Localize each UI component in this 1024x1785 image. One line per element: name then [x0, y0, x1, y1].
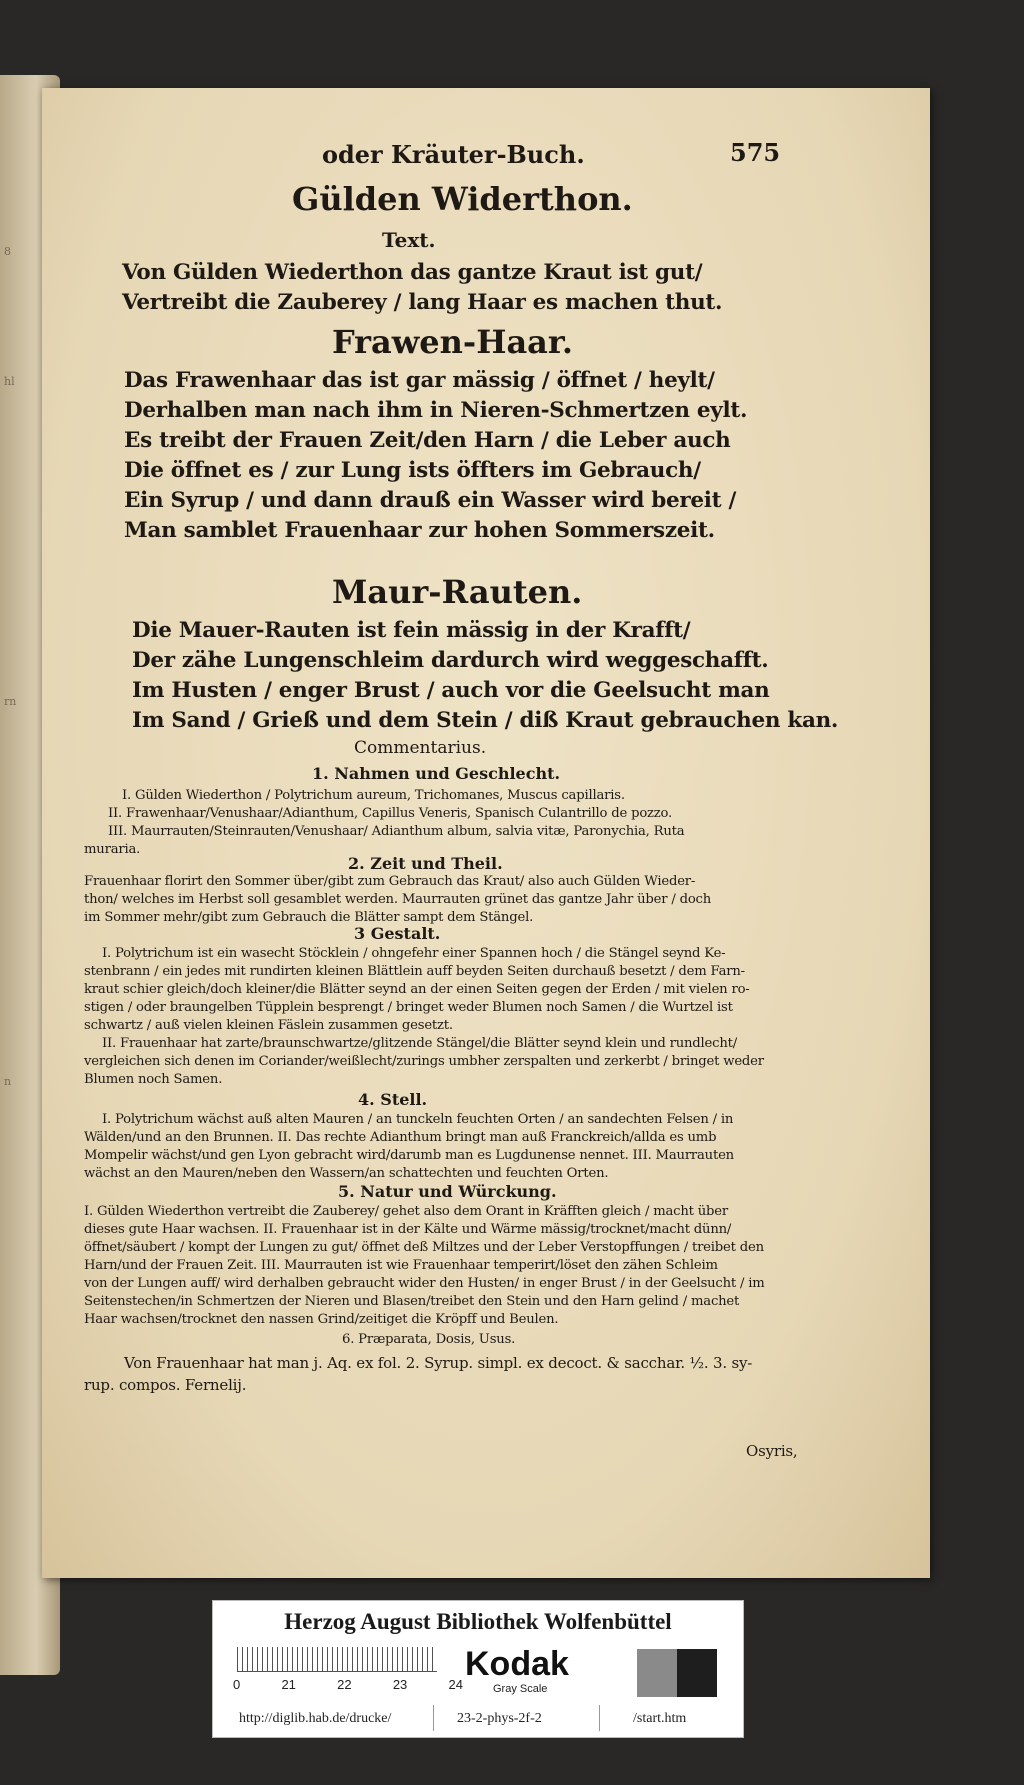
- body-line: stigen / oder braungelben Tüpplein besprengt / bringet weder Blumen noch Samen / die Wurtzel ist: [84, 1000, 733, 1015]
- body-line: Frauenhaar florirt den Sommer über/gibt zum Gebrauch das Kraut/ also auch Gülden Wieder-: [84, 874, 696, 889]
- commentary-title: Commentarius.: [354, 738, 487, 758]
- ruler-number: 21: [281, 1677, 296, 1692]
- divider: [599, 1705, 600, 1731]
- divider: [433, 1705, 434, 1731]
- body-line: I. Gülden Wiederthon vertreibt die Zauberey/ gehet also dem Orant in Kräfften gleich / macht über: [84, 1204, 728, 1219]
- facing-page-fragment: 8: [4, 245, 11, 258]
- verse-line: Ein Syrup / und dann drauß ein Wasser wird bereit /: [124, 488, 736, 513]
- verse-line: Man samblet Frauenhaar zur hohen Sommerszeit.: [124, 518, 715, 543]
- page-number: 575: [730, 138, 781, 167]
- body-line: Wälden/und an den Brunnen. II. Das rechte Adianthum bringt man auß Franckreich/allda es umb: [84, 1130, 717, 1145]
- verse-line: Im Sand / Grieß und dem Stein / diß Kraut gebrauchen kan.: [132, 708, 839, 733]
- facing-page-fragment: n: [4, 1075, 12, 1088]
- facing-page-fragment: hl: [4, 375, 15, 388]
- body-line: III. Maurrauten/Steinrauten/Venushaar/ Adianthum album, salvia vitæ, Paronychia, Ruta: [108, 824, 685, 839]
- section-heading: 5. Natur und Würckung.: [338, 1182, 557, 1201]
- url-right: /start.htm: [633, 1711, 687, 1726]
- section-title-frawen-haar: Frawen-Haar.: [332, 323, 573, 361]
- body-line: thon/ welches im Herbst soll gesamblet werden. Maurrauten grünet das gantze Jahr über / doch: [84, 892, 712, 907]
- verse-line: Es treibt der Frauen Zeit/den Harn / die Leber auch: [124, 428, 731, 453]
- section-heading: 1. Nahmen und Geschlecht.: [312, 764, 561, 783]
- body-line: dieses gute Haar wachsen. II. Frauenhaar ist in der Kälte und Wärme mässig/trocknet/macht dünn/: [84, 1222, 732, 1237]
- url-mid: 23-2-phys-2f-2: [457, 1711, 542, 1726]
- body-line: II. Frauenhaar hat zarte/braunschwartze/glitzende Stängel/die Blätter seynd klein und rundlecht/: [102, 1036, 737, 1051]
- text-label: Text.: [382, 228, 436, 252]
- verse-line: Derhalben man nach ihm in Nieren-Schmertzen eylt.: [124, 398, 748, 423]
- running-title: oder Kräuter-Buch.: [322, 140, 585, 169]
- section-heading: 6. Præparata, Dosis, Usus.: [342, 1332, 516, 1347]
- body-line: von der Lungen auff/ wird derhalben gebraucht wider den Husten/ in enger Brust / in der Geelsucht / im: [84, 1276, 765, 1291]
- body-line: kraut schier gleich/doch kleiner/die Blätter seynd an der einen Seiten gegen der Erden / mit vielen ro-: [84, 982, 750, 997]
- body-line: im Sommer mehr/gibt zum Gebrauch die Blätter sampt dem Stängel.: [84, 910, 534, 925]
- ruler-number: 0: [233, 1677, 241, 1692]
- url-left: http://diglib.hab.de/drucke/: [239, 1711, 392, 1726]
- ruler-number: 23: [392, 1677, 408, 1692]
- body-line: Blumen noch Samen.: [84, 1072, 223, 1087]
- ruler-number: 24: [448, 1677, 463, 1692]
- body-line: Haar wachsen/trocknet den nassen Grind/zeitiget die Kröpff und Beulen.: [84, 1312, 559, 1327]
- body-line: Harn/und der Frauen Zeit. III. Maurrauten ist wie Frauenhaar temperirt/löset den zähen Schleim: [84, 1258, 718, 1273]
- body-line: schwartz / auß vielen kleinen Fäslein zusammen gesetzt.: [84, 1018, 453, 1033]
- body-line: I. Gülden Wiederthon / Polytrichum aureum, Trichomanes, Muscus capillaris.: [122, 788, 625, 803]
- ruler-numbers: [233, 1677, 463, 1692]
- verse-line: Das Frawenhaar das ist gar mässig / öffnet / heylt/: [124, 368, 715, 393]
- body-line: muraria.: [84, 842, 141, 857]
- verse-line: Vertreibt die Zauberey / lang Haar es machen thut.: [122, 290, 723, 315]
- body-line: I. Polytrichum wächst auß alten Mauren / an tunckeln feuchten Orten / an sandechten Felsen / in: [102, 1112, 734, 1127]
- body-line: I. Polytrichum ist ein wasecht Stöcklein / ohngefehr einer Spannen hoch / die Stängel seynd Ke-: [102, 946, 726, 961]
- scan-reference-strip: [212, 1600, 744, 1738]
- section-title-guelden-widerthon: Gülden Widerthon.: [292, 180, 633, 218]
- book-page: [42, 88, 930, 1578]
- section-title-maur-rauten: Maur-Rauten.: [332, 573, 583, 611]
- section-heading: 3 Gestalt.: [354, 924, 441, 943]
- body-line: Von Frauenhaar hat man j. Aq. ex fol. 2. Syrup. simpl. ex decoct. & sacchar. ½. 3. sy-: [124, 1354, 753, 1372]
- section-heading: 2. Zeit und Theil.: [348, 854, 503, 873]
- body-line: vergleichen sich denen im Coriander/weißlecht/zurings umbher zerspalten und zerkerbt / bringet weder: [84, 1054, 764, 1069]
- ruler-number: 22: [337, 1677, 352, 1692]
- body-line: II. Frawenhaar/Venushaar/Adianthum, Capillus Veneris, Spanisch Culantrillo de pozzo.: [108, 806, 673, 821]
- dark-swatch: [677, 1649, 717, 1697]
- gray-swatch: [637, 1649, 677, 1697]
- verse-line: Die öffnet es / zur Lung ists öffters im Gebrauch/: [124, 458, 701, 483]
- body-line: öffnet/säubert / kompt der Lungen zu gut/ öffnet deß Miltzes und der Leber Verstopffungen / treibet den: [84, 1240, 764, 1255]
- kodak-logo: Kodak: [465, 1645, 569, 1683]
- verse-line: Der zähe Lungenschleim dardurch wird weggeschafft.: [132, 648, 769, 673]
- facing-page-fragment: rn: [4, 695, 17, 708]
- verse-line: Von Gülden Wiederthon das gantze Kraut ist gut/: [122, 260, 703, 285]
- scale-ruler: [237, 1647, 437, 1672]
- section-heading: 4. Stell.: [358, 1090, 428, 1109]
- body-line: rup. compos. Fernelij.: [84, 1376, 247, 1394]
- body-line: Seitenstechen/in Schmertzen der Nieren und Blasen/treibet den Stein und den Harn gelind / machet: [84, 1294, 740, 1309]
- verse-line: Im Husten / enger Brust / auch vor die Geelsucht man: [132, 678, 770, 703]
- verse-line: Die Mauer-Rauten ist fein mässig in der Krafft/: [132, 618, 691, 643]
- gray-scale-label: Gray Scale: [493, 1683, 548, 1695]
- body-line: wächst an den Mauren/neben den Wassern/an schattechten und feuchten Orten.: [84, 1166, 609, 1181]
- body-line: stenbrann / ein jedes mit rundirten kleinen Blättlein auff beyden Seiten durchauß besetzt / dem Farn-: [84, 964, 745, 979]
- catchword: Osyris,: [746, 1442, 798, 1460]
- body-line: Mompelir wächst/und gen Lyon gebracht wird/darumb man es Lugdunense nennet. III. Maurrauten: [84, 1148, 734, 1163]
- library-name: Herzog August Bibliothek Wolfenbüttel: [284, 1609, 672, 1634]
